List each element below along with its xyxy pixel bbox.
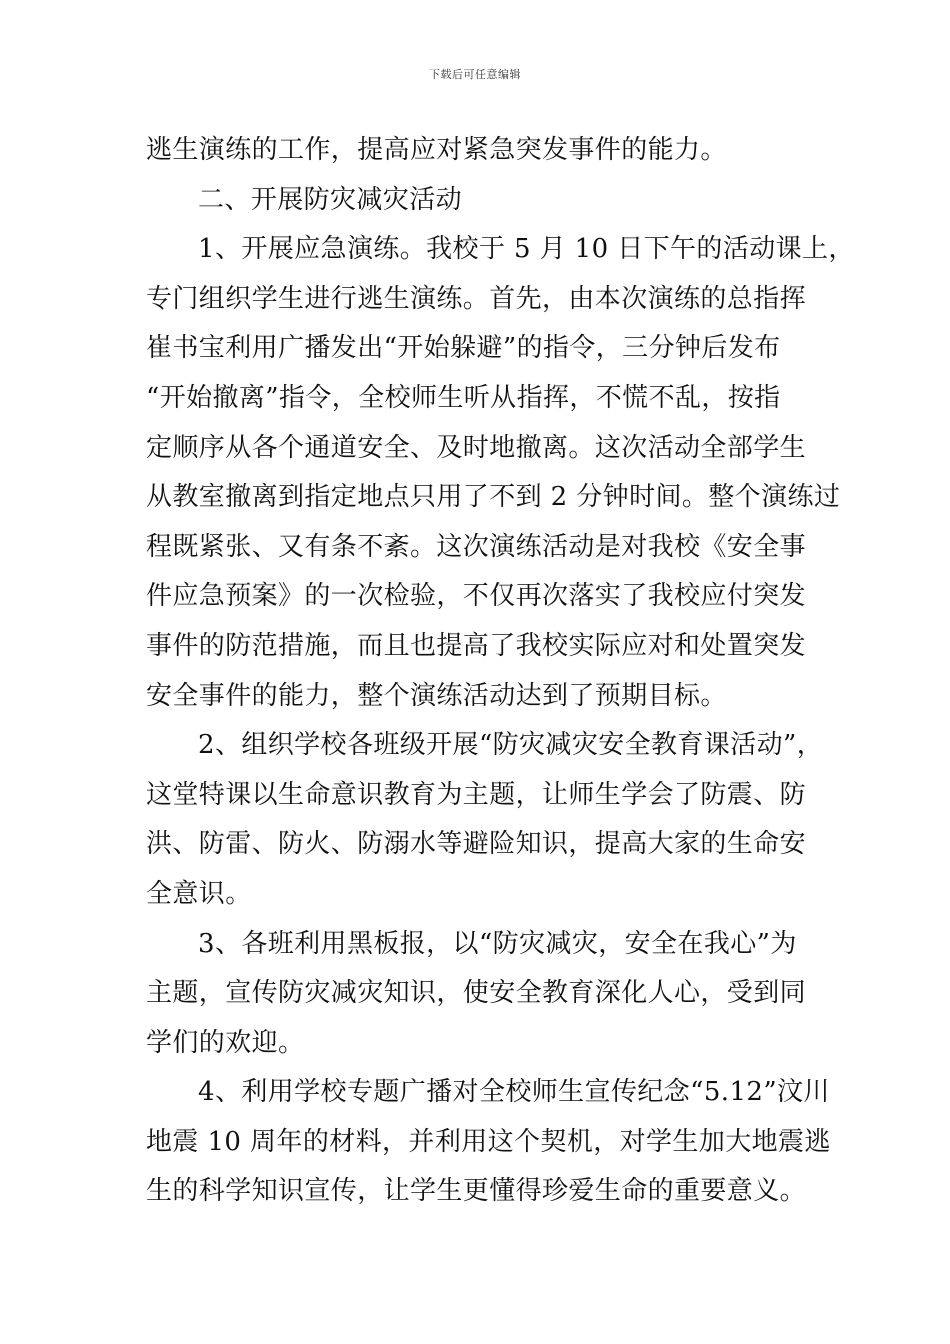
document-body xyxy=(146,126,855,1217)
body-line: 事件的防范措施，而且也提高了我校实际应对和处置突发 xyxy=(146,630,807,661)
body-line: 程既紧张、又有条不紊。这次演练活动是对我校《安全事 xyxy=(146,531,807,562)
body-line: 全意识。 xyxy=(146,878,252,909)
body-line: 崔书宝利用广播发出“开始躲避”的指令，三分钟后发布 xyxy=(146,333,781,364)
body-line: 生的科学知识宣传，让学生更懂得珍爱生命的重要意义。 xyxy=(146,1176,807,1207)
body-line: 1、开展应急演练。我校于 5 月 10 日下午的活动课上， xyxy=(198,234,855,265)
body-line: 安全事件的能力，整个演练活动达到了预期目标。 xyxy=(146,680,727,711)
section-heading: 二、开展防灾减灾活动 xyxy=(198,184,463,215)
body-line: 学们的欢迎。 xyxy=(146,1027,305,1058)
body-line: 4、利用学校专题广播对全校师生宣传纪念“5.12”汶川 xyxy=(198,1077,830,1108)
body-line: 这堂特课以生命意识教育为主题，让师生学会了防震、防 xyxy=(146,779,807,810)
body-line: 定顺序从各个通道安全、及时地撤离。这次活动全部学生 xyxy=(146,432,807,463)
body-line: 件应急预案》的一次检验，不仅再次落实了我校应付突发 xyxy=(146,581,807,612)
body-line: 专门组织学生进行逃生演练。首先，由本次演练的总指挥 xyxy=(146,283,807,314)
body-line: 从教室撤离到指定地点只用了不到 2 分钟时间。整个演练过 xyxy=(146,482,841,513)
body-line: “开始撤离”指令，全校师生听从指挥，不慌不乱，按指 xyxy=(146,382,781,413)
body-line: 2、组织学校各班级开展“防灾减灾安全教育课活动”， xyxy=(198,730,824,761)
body-line: 主题，宣传防灾减灾知识，使安全教育深化人心，受到同 xyxy=(146,978,807,1009)
body-line: 逃生演练的工作，提高应对紧急突发事件的能力。 xyxy=(146,135,727,165)
body-line: 地震 10 周年的材料，并利用这个契机，对学生加大地震逃 xyxy=(146,1126,831,1157)
page-header: 下载后可任意编辑 xyxy=(429,68,521,81)
body-line: 洪、防雷、防火、防溺水等避险知识，提高大家的生命安 xyxy=(146,829,807,860)
body-line: 3、各班利用黑板报，以“防灾减灾，安全在我心”为 xyxy=(198,928,797,959)
